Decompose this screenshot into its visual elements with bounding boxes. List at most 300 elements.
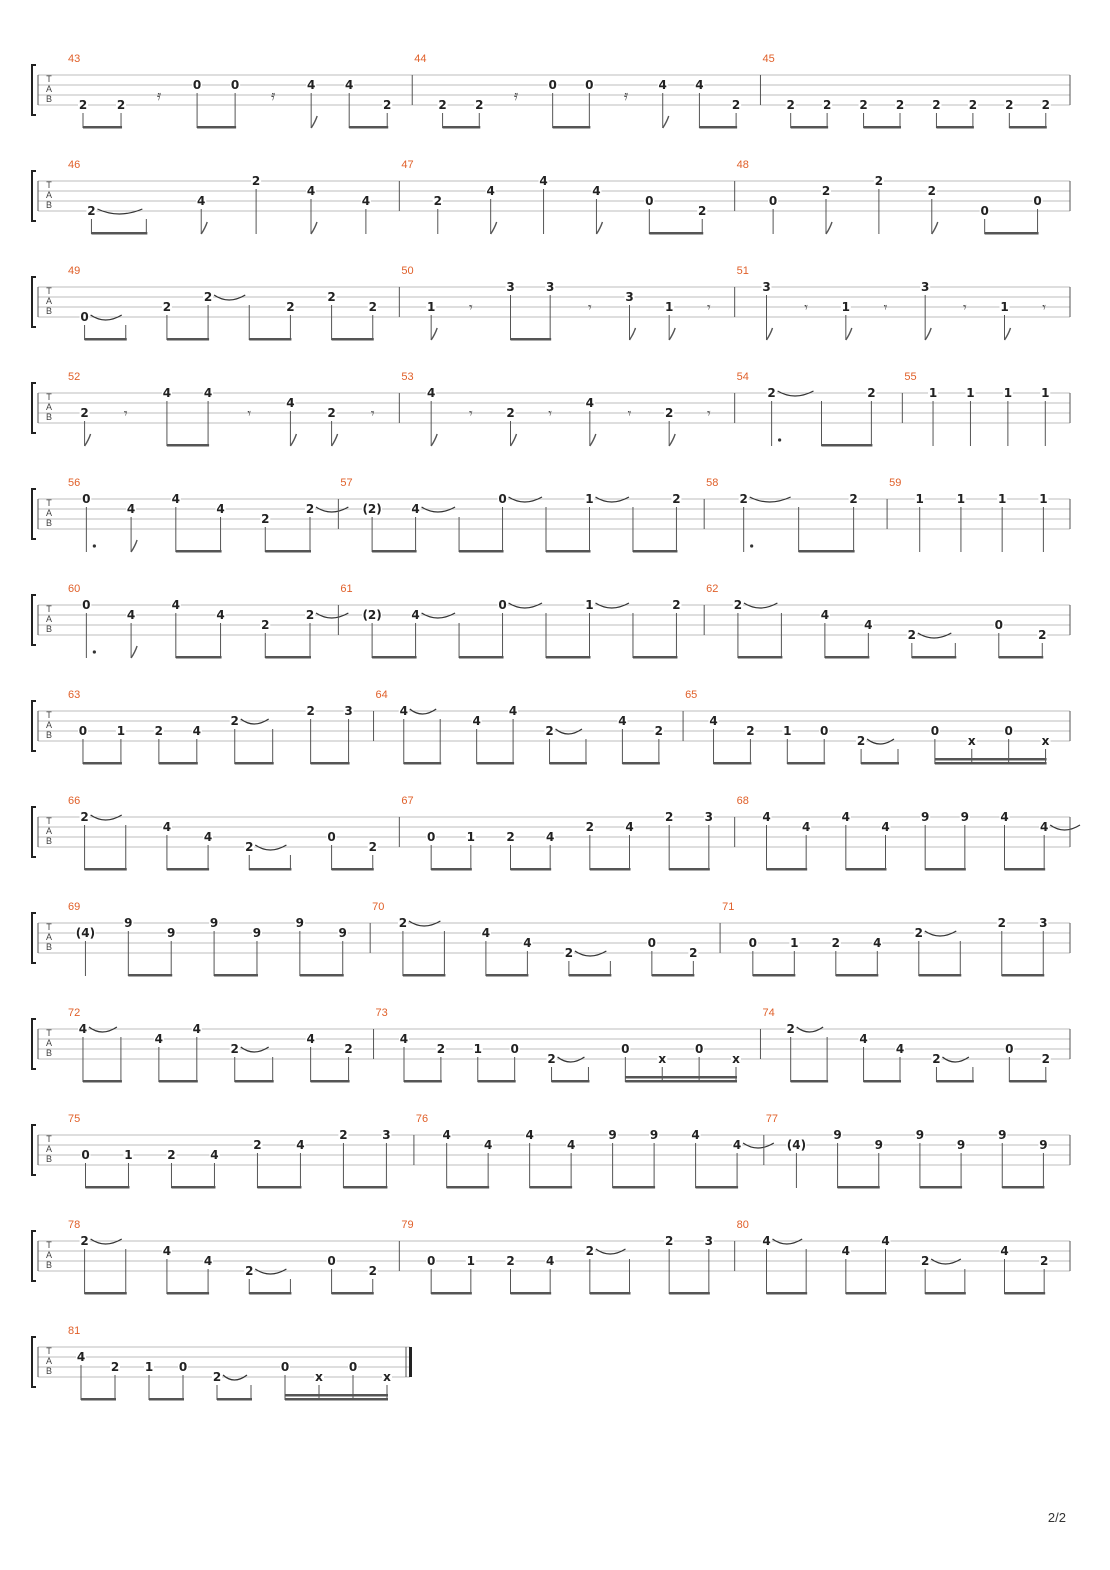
note-flag [826,222,832,234]
fret-number: 2 [672,492,681,506]
sixteenth-rest: 𝄿 [623,88,629,104]
fret-number: 4 [592,184,601,198]
beam [478,1080,516,1083]
fret-number: 1 [124,1148,133,1162]
beam [738,656,782,659]
eighth-rest: 𝄾 [1042,300,1047,316]
fret-number: (4) [75,926,96,940]
tab-clef-letter: T [46,710,52,720]
fret-number: 0 [930,724,940,738]
measure-number: 66 [68,795,81,807]
note-flag [663,116,669,128]
beam [825,656,869,659]
fret-number: 4 [486,184,495,198]
fret-number: 4 [203,830,213,844]
fret-number: 2 [545,724,554,738]
fret-number: 0 [178,1360,188,1374]
tab-clef-letter: A [45,720,53,730]
tab-clef-letter: A [45,402,53,412]
tab-clef-letter: B [45,624,53,634]
beam [431,1292,472,1295]
fret-number: 2 [80,810,89,824]
fret-number: 2 [230,714,239,728]
eighth-rest: 𝄾 [587,300,592,316]
fret-number: 2 [822,98,832,112]
beam [311,1080,350,1083]
fret-number: 4 [483,1138,493,1152]
fret-number: 1 [116,724,126,738]
fret-number: 2 [167,1148,176,1162]
fret-number: 4 [306,184,316,198]
fret-number: 4 [566,1138,576,1152]
fret-number: 3 [506,280,515,294]
tab-clef-letter: B [45,412,53,422]
fret-number: 2 [874,174,884,188]
fret-number: 0 [1033,194,1042,208]
beam [791,1080,828,1083]
beam [925,1292,966,1295]
fret-number: 0 [81,1148,90,1162]
fret-number: 1 [144,1360,154,1374]
note-flag [767,328,773,340]
beam [1005,868,1046,871]
system-bracket [32,1019,36,1069]
beam [176,656,222,659]
fret-number: 2 [245,1264,254,1278]
fret-number: 2 [253,1138,262,1152]
fret-number: 2 [746,724,755,738]
beam [167,868,209,871]
beam [552,1080,590,1083]
fret-number: 2 [286,300,295,314]
fret-number: 2 [306,704,315,718]
note-flag [630,328,636,340]
beam [85,1292,127,1295]
fret-number: 2 [907,628,917,642]
tab-clef-letter: B [45,1154,53,1164]
beam [171,1186,215,1189]
fret-number: 9 [874,1138,883,1152]
note-flag [431,434,437,446]
fret-number: 2 [831,936,840,950]
fret-number: 3 [920,280,930,294]
beam [613,1186,655,1189]
fret-number: 2 [564,946,574,960]
fret-number: 4 [411,608,420,622]
fret-number: 4 [76,1350,86,1364]
beam [669,1292,710,1295]
fret-number: 4 [841,810,851,824]
tab-clef-letter: A [45,190,53,200]
beam [311,762,350,765]
beam [920,1186,962,1189]
fret-number: 2 [654,724,664,738]
fret-number: 9 [124,916,133,930]
fret-number: 4 [618,714,627,728]
fret-number: 2 [433,194,442,208]
measure-number: 78 [68,1219,81,1231]
fret-number: 3 [344,704,353,718]
fret-number: 2 [261,618,270,632]
beam [149,1398,184,1401]
measure-number: 50 [401,265,414,277]
fret-number: 2 [786,1022,795,1036]
measure-number: 71 [722,901,735,913]
measure-number: 79 [401,1219,414,1231]
tab-clef-letter: B [45,1260,53,1270]
fret-number: 4 [216,502,225,516]
fret-number: x [315,1370,323,1384]
fret-number: x [1041,734,1050,748]
beam [217,1398,252,1401]
measure-number: 47 [401,159,414,171]
fret-number: 0 [192,78,202,92]
tab-clef-letter: B [45,836,53,846]
fret-number: 4 [162,820,172,834]
beam [669,868,710,871]
fret-number: 0 [548,78,557,92]
fret-number: 4 [442,1128,451,1142]
beam [799,550,855,553]
note-flag [85,434,91,446]
fret-number: 2 [245,840,254,854]
fret-number: 1 [1039,492,1048,506]
measure-number: 53 [401,371,414,383]
beam [822,444,873,447]
beam [176,550,222,553]
system-bracket [32,65,36,115]
fret-number: 2 [327,406,336,420]
fret-number: 2 [1041,1052,1050,1066]
measure-number: 64 [375,689,388,701]
fret-number: 4 [545,1254,555,1268]
fret-number: 1 [841,300,851,314]
fret-number: 0 [621,1042,630,1056]
tab-clef-letter: B [45,306,53,316]
measure-number: 70 [372,901,385,913]
measure-number: 49 [68,265,81,277]
fret-number: 1 [790,936,799,950]
fret-number: 4 [864,618,873,632]
tab-clef-letter: A [45,296,53,306]
measure-number: 52 [68,371,81,383]
dot [778,438,781,441]
fret-number: 2 [932,1052,941,1066]
fret-number: (2) [362,502,382,516]
beam [935,762,1047,765]
fret-number: 2 [920,1254,930,1268]
fret-number: 0 [348,1360,358,1374]
fret-number: 2 [664,1234,674,1248]
beam [443,126,481,129]
beam [159,1080,198,1083]
measure-number: 55 [904,371,917,383]
beam [936,1080,973,1083]
beam [372,656,416,659]
beam-secondary [935,758,1047,761]
tab-clef-letter: T [46,392,52,402]
dot [93,544,96,547]
measure-number: 46 [68,159,81,171]
fret-number: 9 [1039,1138,1048,1152]
fret-number: 2 [927,184,936,198]
fret-number: 2 [251,174,261,188]
measure-number: 73 [375,1007,388,1019]
tab-clef-letter: B [45,1366,53,1376]
beam [372,550,416,553]
beam [83,762,122,765]
fret-number: 4 [216,608,225,622]
beam [249,1292,291,1295]
beam [696,1186,738,1189]
fret-number: 0 [498,598,507,612]
beam [85,868,127,871]
fret-number: 0 [280,1360,290,1374]
beam-secondary [625,1076,737,1079]
fret-number: 2 [767,386,776,400]
fret-number: x [732,1052,740,1066]
eighth-rest: 𝄾 [548,406,553,422]
fret-number: 9 [608,1128,617,1142]
fret-number: 0 [1004,724,1013,738]
measure-number: 61 [340,583,353,595]
fret-number: 4 [732,1138,742,1152]
fret-number: 2 [1039,1254,1049,1268]
fret-number: 4 [841,1244,851,1258]
fret-number: 4 [762,810,771,824]
fret-number: 1 [783,724,792,738]
beam [167,338,209,341]
eighth-rest: 𝄾 [706,300,711,316]
fret-number: 2 [506,406,515,420]
system-bracket [32,277,36,327]
fret-number: 2 [436,1042,446,1056]
fret-number: 4 [881,1234,890,1248]
beam [649,232,703,235]
note-flag [511,434,517,446]
note-flag [131,646,137,658]
fret-number: 2 [212,1370,222,1384]
system-bracket [32,807,36,857]
fret-number: 4 [126,502,136,516]
beam [285,1398,388,1401]
fret-number: 9 [649,1128,659,1142]
fret-number: 2 [261,512,270,526]
fret-number: 0 [230,78,240,92]
fret-number: 4 [1000,1244,1009,1258]
fret-number: 2 [547,1052,556,1066]
fret-number: 0 [78,724,88,738]
fret-number: 4 [873,936,882,950]
beam [511,868,552,871]
fret-number: 4 [625,820,634,834]
fret-number: 0 [510,1042,519,1056]
beam [753,974,795,977]
measure-number: 63 [68,689,81,701]
measure-number: 76 [415,1113,429,1125]
measure-number: 58 [706,477,719,489]
note-flag [491,222,497,234]
fret-number: 4 [171,492,180,506]
eighth-rest: 𝄾 [247,406,252,422]
fret-number: 2 [932,98,941,112]
fret-number: 0 [694,1042,704,1056]
fret-number: 2 [867,386,876,400]
note-flag [846,328,852,340]
fret-number: 2 [664,810,674,824]
tab-clef-letter: B [45,1048,53,1058]
fret-number: 2 [859,98,868,112]
fret-number: 2 [739,492,748,506]
fret-number: 4 [399,704,408,718]
beam [477,762,514,765]
fret-number: 2 [80,406,89,420]
measure-number: 51 [736,265,749,277]
measure-number: 59 [889,477,902,489]
tab-clef-letter: A [45,1356,53,1366]
note-flag [131,540,137,552]
beam [431,868,472,871]
fret-number: 4 [525,1128,534,1142]
fret-number: 9 [915,1128,925,1142]
note-flag [431,328,437,340]
fret-number: 4 [481,926,491,940]
tab-clef-letter: A [45,1144,53,1154]
measure-number: 56 [68,477,81,489]
measure-number: 48 [736,159,749,171]
fret-number: 2 [664,406,674,420]
system-bracket [32,1125,36,1175]
fret-number: 2 [997,916,1006,930]
final-barline-thick [409,1347,412,1377]
fret-number: 1 [473,1042,482,1056]
eighth-rest: 𝄾 [883,300,888,316]
tab-clef-letter: T [46,286,52,296]
fret-number: 0 [426,1254,436,1268]
fret-number: 4 [306,78,316,92]
tab-clef-letter: T [46,816,52,826]
fret-number: 2 [87,204,96,218]
fret-number: 0 [498,492,507,506]
beam [167,1292,209,1295]
tab-clef-letter: T [46,1240,52,1250]
beam [550,762,587,765]
fret-number: 9 [956,1138,966,1152]
fret-number: 4 [197,194,206,208]
system-bracket [32,595,36,645]
tab-clef-letter: B [45,200,53,210]
measure-number: 74 [762,1007,775,1019]
tab-clef-letter: T [46,1134,52,1144]
fret-number: 2 [110,1360,120,1374]
fret-number: 2 [154,724,164,738]
fret-number: 3 [1039,916,1048,930]
fret-number: 2 [698,204,707,218]
fret-number: 2 [368,840,377,854]
sixteenth-rest: 𝄿 [156,88,162,104]
tab-clef-letter: T [46,1346,52,1356]
fret-number: 2 [398,916,408,930]
beam [633,656,677,659]
beam [530,1186,572,1189]
fret-number: 2 [1038,628,1047,642]
eighth-rest: 𝄾 [370,406,375,422]
tab-clef-letter: T [46,74,52,84]
fret-number: x [383,1370,391,1384]
fret-number: 4 [658,78,667,92]
beam [249,868,291,871]
beam [864,126,901,129]
fret-number: 9 [295,916,305,930]
fret-number: 4 [820,608,830,622]
dot [750,544,753,547]
beam [81,1398,116,1401]
beam [846,868,887,871]
fret-number: 2 [475,98,484,112]
fret-number: 9 [167,926,176,940]
note-flag [932,222,938,234]
beam [625,1080,737,1083]
beam [85,338,127,341]
beam [864,1080,901,1083]
eighth-rest: 𝄾 [468,406,473,422]
beam [699,126,737,129]
fret-number: 4 [411,502,420,516]
beam [349,126,388,129]
beam [265,550,311,553]
beam [1009,126,1046,129]
beam [767,868,808,871]
beam [590,868,631,871]
eighth-rest: 𝄾 [627,406,632,422]
fret-number: 2 [327,290,336,304]
measure-number: 68 [736,795,749,807]
fret-number: 4 [192,1022,201,1036]
sixteenth-rest: 𝄿 [513,88,519,104]
eighth-rest: 𝄾 [123,406,128,422]
beam [1002,1186,1044,1189]
beam [925,868,966,871]
fret-number: 1 [585,598,594,612]
fret-number: 4 [203,386,213,400]
fret-number: 4 [345,78,354,92]
beam [332,868,374,871]
fret-number: 9 [338,926,347,940]
fret-number: 4 [859,1032,868,1046]
beam [936,126,973,129]
measure-number: 67 [401,795,414,807]
note-flag [311,116,317,128]
fret-number: 2 [368,1264,377,1278]
beam [846,1292,887,1295]
beam [1009,1080,1046,1083]
fret-number: 1 [1000,300,1009,314]
fret-number: 4 [508,704,518,718]
fret-number: 1 [426,300,436,314]
beam [912,656,956,659]
fret-number: 4 [306,1032,315,1046]
fret-number: 4 [762,1234,771,1248]
beam [235,762,274,765]
measure-number: 57 [340,477,353,489]
fret-number: 2 [438,98,447,112]
fret-number: 0 [585,78,594,92]
beam [546,550,590,553]
fret-number: 1 [585,492,594,506]
fret-number: 2 [968,98,978,112]
fret-number: 4 [399,1032,409,1046]
beam [403,974,445,977]
